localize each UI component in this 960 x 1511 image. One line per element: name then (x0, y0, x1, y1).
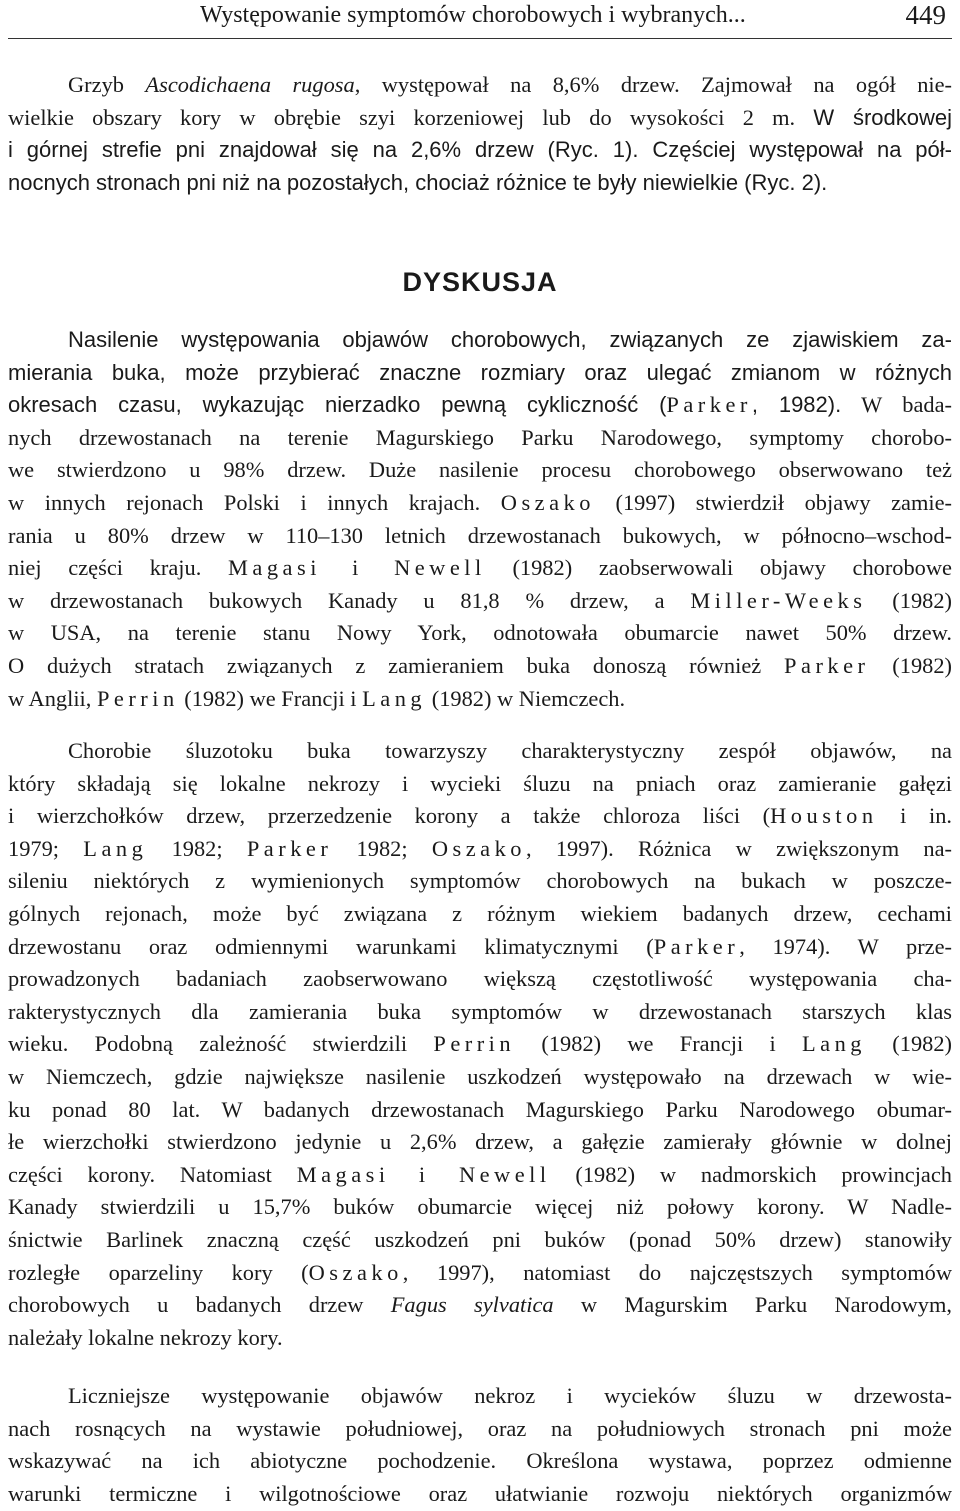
text-run: nocnych stronach pni niż na pozostałych, chociaż różnice te były niewielkie (Ryc. 2). (8, 169, 828, 195)
text-run: Liczniejsze występowanie objawów nekroz i wycieków śluzu w drzewosta- (68, 1383, 952, 1408)
text-run: sileniu niektórych z wymienionych symptomów chorobowych na bukach w poszcze- (8, 868, 952, 894)
author-name: Oszako (431, 835, 526, 861)
text-run: Grzyb (68, 72, 146, 97)
text-line (8, 167, 952, 200)
text-run: należały lokalne nekrozy kory. (8, 1324, 283, 1350)
author-name: Lang (802, 1031, 867, 1057)
text-run: , 1974). W prze- (739, 933, 952, 959)
text-run: w Magurskim Parku Narodowym, (553, 1292, 952, 1318)
text-run: , występował na 8,6% drzew. Zajmował na ogół nie- (354, 72, 952, 97)
text-line (8, 617, 952, 650)
text-run: Kanady stwierdzili u 15,7% buków obumarcie więcej niż połowy korony. W Nadle- (8, 1194, 952, 1220)
text-line (8, 324, 952, 357)
text-line (8, 1224, 952, 1257)
running-head (8, 0, 946, 30)
text-line (8, 963, 952, 996)
text-line (8, 454, 952, 487)
text-run: (1982) (869, 652, 952, 678)
text-line (8, 1061, 952, 1094)
text-line (8, 389, 952, 422)
text-run: nych drzewostanach na terenie Magurskiego Parku Narodowego, symptomy chorobo- (8, 424, 952, 450)
text-run: rakterystycznych dla zamierania buka symptomów w drzewostanach starszych klas (8, 998, 952, 1024)
text-run: , 1982). (751, 392, 842, 418)
text-line (8, 898, 952, 931)
author-name: Lang (83, 835, 148, 861)
text-run: śnictwie Barlinek znaczną część uszkodzeń pni buków (ponad 50% drzew) stanowiły (8, 1226, 952, 1252)
text-line (8, 833, 952, 866)
author-name: Houston (770, 803, 878, 829)
text-run: drzewostanu oraz odmiennymi warunkami klimatycznymi ( (8, 933, 654, 959)
text-run: wieku. Podobną zależność stwierdzili (8, 1031, 434, 1057)
author-name: Perrin (433, 1031, 516, 1057)
text-line (8, 102, 952, 135)
text-run: 1982; (147, 835, 247, 861)
running-title: Występowanie symptomów chorobowych i wybranych... (200, 2, 746, 28)
text-run: rania u 80% drzew w 110–130 letnich drzewostanach bukowych, w północno–wschod- (8, 522, 952, 548)
text-run: w USA, na terenie stanu Nowy York, odnotowała obumarcie nawet 50% drzew. (8, 620, 952, 646)
text-run: nach rosnących na wystawie południowej, oraz na południowych stronach pni może (8, 1415, 952, 1441)
text-run: (1982) we Francji i (515, 1031, 802, 1057)
author-name: Parker (666, 392, 752, 418)
text-line (8, 1445, 952, 1478)
text-line (8, 650, 952, 683)
text-run: Chorobie śluzotoku buka towarzyszy charakterystyczny zespół objawów, na (68, 738, 952, 763)
author-name: Magasi i Newell (228, 555, 486, 581)
text-run: wskazywać na ich abiotyczne pochodzenie. Określona wystawa, poprzez odmienne (8, 1448, 952, 1474)
text-run: , 1997), natomiast do najczęstszych symptomów (402, 1259, 952, 1285)
text-run: we stwierdzono u 98% drzew. Duże nasilenie procesu chorobowego obserwowano też (8, 457, 952, 483)
text-line (8, 422, 952, 455)
text-run: warunki termiczne i wilgotnościowe oraz ułatwianie rozwoju niektórych organizmów (8, 1480, 952, 1506)
text-line (8, 931, 952, 964)
text-run: łe wierzchołki stwierdzono jedynie u 2,6% drzew, a gałęzie zamierały głównie w dolnej (8, 1129, 952, 1155)
text-line (8, 1159, 952, 1192)
author-name: Parker (784, 652, 870, 678)
text-run: W bada- (841, 392, 952, 418)
text-run: (1982) zaobserwowali objawy chorobowe (485, 555, 952, 581)
text-run: chorobowych u badanych drzew (8, 1292, 391, 1318)
text-line (8, 1028, 952, 1061)
text-run: prowadzonych badaniach zaobserwowano większą częstotliwość występowania cha- (8, 966, 952, 992)
species-name: Ascodichaena rugosa (145, 72, 355, 97)
text-line (8, 552, 952, 585)
text-run: (1982) w nadmorskich prowincjach (550, 1161, 952, 1187)
text-run: (1982) we Francji i (178, 685, 363, 711)
text-run: w drzewostanach bukowych Kanady u 81,8 % drzew, a (8, 587, 691, 613)
author-name: Oszako (308, 1259, 403, 1285)
author-name: Perrin (96, 685, 179, 711)
text-line (8, 585, 952, 618)
text-run: gólnych rejonach, może być związana z różnym wiekiem badanych drzew, cechami (8, 900, 952, 926)
text-run: w innych rejonach Polski i innych krajach. (8, 489, 501, 515)
text-run: W środkowej (813, 104, 952, 130)
text-line (8, 1478, 952, 1511)
text-run: O dużych stratach związanych z zamieraniem buka donoszą również (8, 652, 785, 678)
text-line (8, 357, 952, 390)
author-name: Parker (246, 835, 333, 861)
text-line (8, 1191, 952, 1224)
species-name: Fagus sylvatica (390, 1292, 554, 1318)
text-line (8, 996, 952, 1029)
text-run: (1997) stwierdził objawy zamie- (594, 489, 952, 515)
text-line (8, 134, 952, 167)
text-line (8, 1094, 952, 1127)
text-line (8, 1126, 952, 1159)
text-run: (1982) (866, 587, 952, 613)
text-line (8, 69, 952, 102)
text-line (8, 1257, 952, 1290)
text-run: w Anglii, (8, 685, 97, 711)
text-line (8, 865, 952, 898)
text-run: 1982; (332, 835, 432, 861)
text-line (8, 520, 952, 553)
text-run: 1979; (8, 835, 84, 861)
text-line (8, 1322, 952, 1355)
text-run: , 1997). Różnica w zwiększonym na- (525, 835, 952, 861)
paragraph-discussion-3 (8, 1380, 952, 1510)
text-run: części korony. Natomiast (8, 1161, 297, 1187)
paragraph-results-ascodichaena (8, 69, 952, 199)
text-line (8, 1413, 952, 1446)
text-run: ku ponad 80 lat. W badanych drzewostanach Magurskiego Parku Narodowego obumar- (8, 1096, 952, 1122)
author-name: Miller-Weeks (690, 587, 867, 613)
text-run: okresach czasu, wykazując nierzadko pewną cykliczność ( (8, 392, 667, 418)
text-line (8, 1380, 952, 1413)
section-heading: DYSKUSJA (402, 267, 558, 297)
text-run: niej części kraju. (8, 555, 229, 581)
text-run: Nasilenie występowania objawów chorobowych, związanych ze zjawiskiem za- (68, 327, 952, 352)
page-number: 449 (905, 0, 946, 30)
text-line (8, 683, 952, 716)
text-run: mierania buka, może przybierać znaczne rozmiary oraz ulegać zmianom w różnych (8, 359, 952, 385)
author-name: Parker (653, 933, 740, 959)
header-rule (8, 38, 952, 39)
text-run: (1982) (866, 1031, 952, 1057)
text-run: który składają się lokalne nekrozy i wycieki śluzu na pniach oraz zamieranie gałęzi (8, 770, 952, 796)
text-run: (1982) w Niemczech. (426, 685, 626, 711)
author-name: Oszako (500, 489, 595, 515)
text-run: i górnej strefie pni znajdował się na 2,6% drzew (Ryc. 1). Częściej występował na pół- (8, 137, 952, 163)
author-name: Lang (362, 685, 427, 711)
text-line (8, 487, 952, 520)
text-line (8, 800, 952, 833)
text-line (8, 1289, 952, 1322)
text-run: w Niemczech, gdzie największe nasilenie uszkodzeń występowało na drzewach w wie- (8, 1063, 952, 1089)
text-run: i in. (877, 803, 952, 829)
paragraph-discussion-2 (8, 735, 952, 1354)
author-name: Magasi i Newell (296, 1161, 551, 1187)
text-run: i wierzchołków drzew, przerzedzenie korony a także chloroza liści ( (8, 803, 771, 829)
text-line (8, 735, 952, 768)
paragraph-discussion-1 (8, 324, 952, 715)
text-run: rozległe oparzeliny kory ( (8, 1259, 309, 1285)
text-run: wielkie obszary kory w obrębie szyi korzeniowej lub do wysokości 2 m. (8, 104, 814, 130)
text-line (8, 768, 952, 801)
